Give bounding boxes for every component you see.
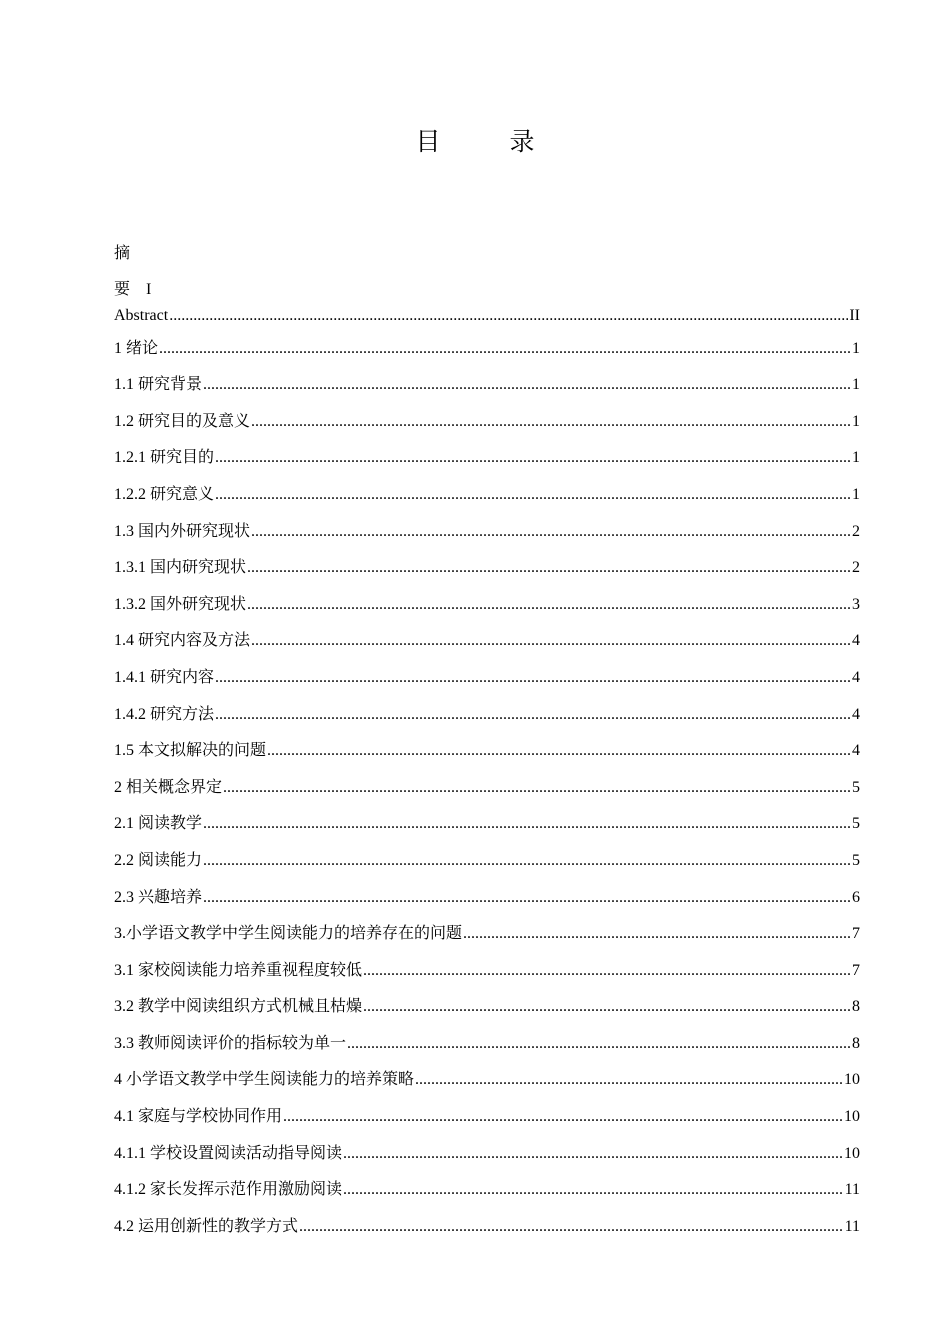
toc-leader-dots bbox=[343, 1144, 843, 1164]
toc-entry-page: 10 bbox=[844, 1071, 860, 1089]
toc-entry-page: 8 bbox=[852, 998, 860, 1016]
toc-entry-page: 5 bbox=[852, 778, 860, 796]
toc-entry[interactable] bbox=[114, 729, 860, 766]
toc-entry-text: 2.2 阅读能力 bbox=[114, 851, 203, 869]
toc-leader-dots bbox=[215, 668, 851, 688]
toc-entry[interactable] bbox=[114, 765, 860, 802]
toc-entry[interactable] bbox=[114, 912, 860, 949]
toc-entry-text: 1.5 本文拟解决的问题 bbox=[114, 742, 267, 760]
toc-entry-page: 4 bbox=[852, 742, 860, 760]
toc-leader-dots bbox=[203, 888, 851, 908]
toc-entry-text: 1.2.1 研究目的 bbox=[114, 449, 215, 467]
toc-entry-text: 4.1 家庭与学校协同作用 bbox=[114, 1108, 283, 1126]
toc-leader-dots bbox=[203, 375, 851, 395]
toc-entry-page: 2 bbox=[852, 559, 860, 577]
toc-entry[interactable] bbox=[114, 1168, 860, 1205]
toc-entry[interactable] bbox=[114, 582, 860, 619]
toc-entry-text: 4 小学语文教学中学生阅读能力的培养策略 bbox=[114, 1071, 415, 1089]
toc-entry-text: 4.2 运用创新性的教学方式 bbox=[114, 1217, 299, 1235]
toc-entry[interactable] bbox=[114, 948, 860, 985]
toc-entry-page: 11 bbox=[844, 1217, 860, 1235]
toc-entry-page: 6 bbox=[852, 888, 860, 906]
toc-entry-page: 3 bbox=[852, 595, 860, 613]
toc-entry-page: 1 bbox=[852, 449, 860, 467]
toc-entry-page: 5 bbox=[852, 851, 860, 869]
toc-entry-text: 4.1.1 学校设置阅读活动指导阅读 bbox=[114, 1144, 343, 1162]
toc-leader-dots bbox=[299, 1217, 844, 1237]
toc-leader-dots bbox=[267, 741, 851, 761]
toc-entry-page: 10 bbox=[844, 1108, 860, 1126]
toc-entry[interactable] bbox=[114, 1058, 860, 1095]
toc-entry-text: 1.2.2 研究意义 bbox=[114, 485, 215, 503]
toc-entry[interactable] bbox=[114, 985, 860, 1022]
toc-entry[interactable] bbox=[114, 399, 860, 436]
toc-leader-dots bbox=[203, 814, 851, 834]
toc-entry-text: 4.1.2 家长发挥示范作用激励阅读 bbox=[114, 1181, 343, 1199]
toc-entry[interactable] bbox=[114, 838, 860, 875]
toc-title: 目 录 bbox=[415, 127, 557, 156]
toc-entry-text: 1.3 国内外研究现状 bbox=[114, 522, 251, 540]
toc-leader-dots bbox=[247, 558, 851, 578]
toc-entry[interactable] bbox=[114, 1021, 860, 1058]
toc-entry[interactable] bbox=[114, 619, 860, 656]
abstract-cn-page: I bbox=[146, 281, 152, 298]
toc-leader-dots bbox=[223, 778, 851, 798]
toc-entry[interactable] bbox=[114, 655, 860, 692]
toc-entry-page: 4 bbox=[852, 632, 860, 650]
toc-entry[interactable] bbox=[114, 802, 860, 839]
toc-leader-dots bbox=[251, 522, 851, 542]
toc-leader-dots bbox=[169, 306, 848, 326]
toc-entry-text: 2.1 阅读教学 bbox=[114, 815, 203, 833]
toc-leader-dots bbox=[347, 1034, 851, 1054]
toc-entry-page: 1 bbox=[852, 339, 860, 357]
toc-leader-dots bbox=[215, 448, 851, 468]
toc-entry[interactable] bbox=[114, 436, 860, 473]
toc-entry-page: 5 bbox=[852, 815, 860, 833]
toc-entry-page: 10 bbox=[844, 1144, 860, 1162]
toc-leader-dots bbox=[415, 1070, 843, 1090]
toc-leader-dots bbox=[463, 924, 851, 944]
toc-entry-page: 1 bbox=[852, 412, 860, 430]
toc-entry-page: 8 bbox=[852, 1034, 860, 1052]
toc-entry-text: 3.1 家校阅读能力培养重视程度较低 bbox=[114, 961, 363, 979]
toc-entry[interactable] bbox=[114, 1131, 860, 1168]
toc-entry-text: 1.4 研究内容及方法 bbox=[114, 632, 251, 650]
toc-entry[interactable] bbox=[114, 546, 860, 583]
toc-entry-text: 1.1 研究背景 bbox=[114, 376, 203, 394]
toc-entry-text: 1 绪论 bbox=[114, 339, 159, 357]
toc-entry-text: 3.3 教师阅读评价的指标较为单一 bbox=[114, 1034, 347, 1052]
toc-leader-dots bbox=[203, 851, 851, 871]
toc-entry-text: 2 相关概念界定 bbox=[114, 778, 223, 796]
toc-leader-dots bbox=[215, 705, 851, 725]
toc-entry-page: 7 bbox=[852, 925, 860, 943]
toc-entry-abstract-cn[interactable] bbox=[114, 244, 151, 300]
toc-leader-dots bbox=[343, 1180, 844, 1200]
toc-entry[interactable] bbox=[114, 1204, 860, 1241]
toc-entry-page: 1 bbox=[852, 376, 860, 394]
toc-entry-text: 1.4.1 研究内容 bbox=[114, 668, 215, 686]
toc-leader-dots bbox=[215, 485, 851, 505]
toc-entry-page: 11 bbox=[844, 1181, 860, 1199]
toc-entry[interactable] bbox=[114, 509, 860, 546]
toc-entry-text: Abstract bbox=[114, 307, 169, 324]
toc-entry-page: 2 bbox=[852, 522, 860, 540]
toc-list bbox=[114, 306, 860, 1241]
toc-leader-dots bbox=[251, 631, 851, 651]
toc-entry-text: 2.3 兴趣培养 bbox=[114, 888, 203, 906]
toc-entry[interactable] bbox=[114, 692, 860, 729]
toc-entry[interactable] bbox=[114, 326, 860, 363]
toc-entry[interactable] bbox=[114, 875, 860, 912]
toc-leader-dots bbox=[363, 961, 851, 981]
toc-entry-page: 4 bbox=[852, 668, 860, 686]
toc-entry[interactable] bbox=[114, 363, 860, 400]
toc-entry-page: 7 bbox=[852, 961, 860, 979]
toc-entry-page: 1 bbox=[852, 485, 860, 503]
toc-entry-text: 1.4.2 研究方法 bbox=[114, 705, 215, 723]
toc-entry[interactable] bbox=[114, 306, 860, 326]
toc-entry-text: 1.3.2 国外研究现状 bbox=[114, 595, 247, 613]
toc-entry-text: 1.3.1 国内研究现状 bbox=[114, 559, 247, 577]
toc-leader-dots bbox=[251, 412, 851, 432]
toc-entry[interactable] bbox=[114, 1094, 860, 1131]
toc-entry-page: 4 bbox=[852, 705, 860, 723]
toc-leader-dots bbox=[247, 595, 851, 615]
abstract-cn-char-1: 摘 bbox=[114, 245, 131, 262]
toc-leader-dots bbox=[283, 1107, 843, 1127]
toc-entry-text: 3.2 教学中阅读组织方式机械且枯燥 bbox=[114, 998, 363, 1016]
toc-entry-text: 3.小学语文教学中学生阅读能力的培养存在的问题 bbox=[114, 925, 463, 943]
toc-leader-dots bbox=[363, 997, 851, 1017]
toc-entry-page: II bbox=[849, 307, 860, 324]
toc-leader-dots bbox=[159, 339, 851, 359]
toc-entry-text: 1.2 研究目的及意义 bbox=[114, 412, 251, 430]
toc-entry[interactable] bbox=[114, 472, 860, 509]
abstract-cn-char-2: 要 bbox=[114, 281, 131, 298]
